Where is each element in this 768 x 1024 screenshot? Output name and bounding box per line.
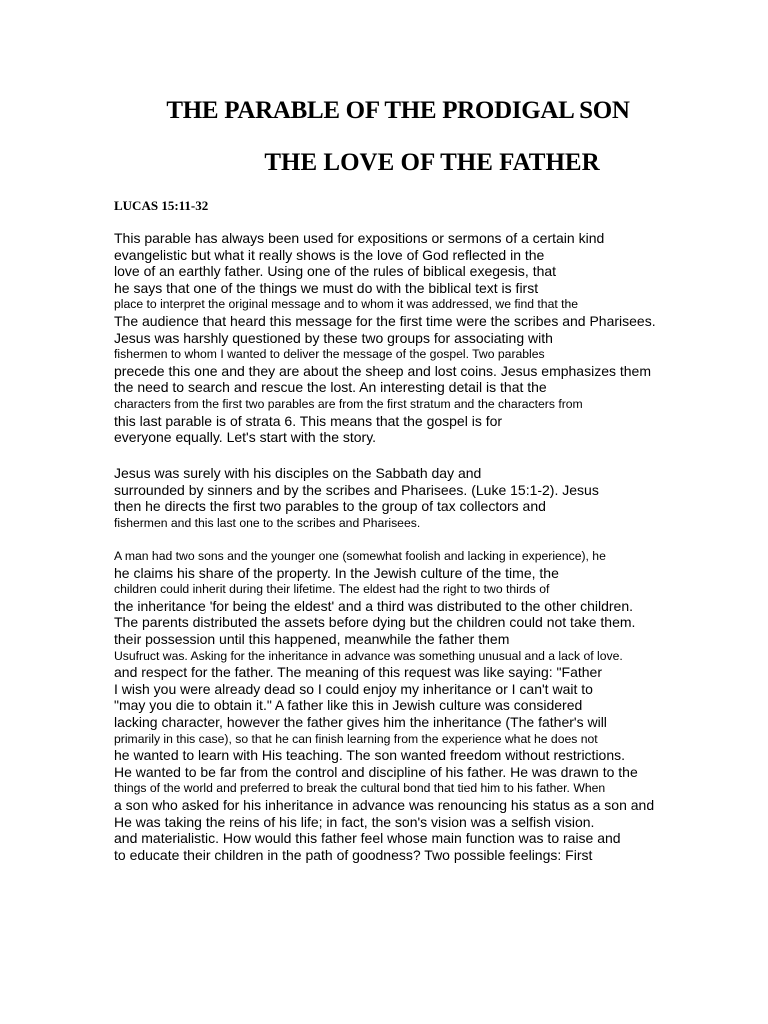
paragraph-introduction bbox=[114, 230, 714, 446]
text-line: Jesus was harshly questioned by these two groups for associating with bbox=[114, 329, 553, 346]
text-line: He was taking the reins of his life; in fact, the son's vision was a selfish vision. bbox=[114, 813, 595, 830]
text-line: and materialistic. How would this father feel whose main function was to raise and bbox=[114, 830, 621, 847]
text-line: "may you die to obtain it." A father like this in Jewish culture was considered bbox=[114, 697, 583, 714]
text-line: the need to search and rescue the lost. An interesting detail is that the bbox=[114, 379, 547, 396]
text-line: things of the world and preferred to break the cultural bond that tied him to his father. When bbox=[114, 781, 606, 796]
text-line: characters from the first two parables are from the first stratum and the characters from bbox=[114, 396, 583, 411]
text-line: A man had two sons and the younger one (somewhat foolish and lacking in experience), he bbox=[114, 549, 606, 563]
text-line: this last parable is of strata 6. This means that the gospel is for bbox=[114, 412, 503, 429]
text-line: evangelistic but what it really shows is the love of God reflected in the bbox=[114, 246, 545, 263]
text-line: surrounded by sinners and by the scribes and Pharisees. (Luke 15:1-2). Jesus bbox=[114, 481, 599, 498]
paragraph-context bbox=[114, 465, 714, 531]
text-line: Usufruct was. Asking for the inheritance in advance was something unusual and a lack of love. bbox=[114, 648, 623, 663]
text-line: The parents distributed the assets before dying but the children could not take them. bbox=[114, 614, 636, 631]
text-line: fishermen to whom I wanted to deliver the message of the gospel. Two parables bbox=[114, 347, 545, 362]
text-line: fishermen and this last one to the scribes and Pharisees. bbox=[114, 515, 421, 530]
text-line: he wanted to learn with His teaching. The son wanted freedom without restrictions. bbox=[114, 747, 626, 764]
scripture-reference: LUCAS 15:11-32 bbox=[114, 198, 209, 213]
text-line: he claims his share of the property. In the Jewish culture of the time, the bbox=[114, 564, 559, 581]
document-subtitle: THE LOVE OF THE FATHER bbox=[264, 149, 600, 176]
text-line: place to interpret the original message and to whom it was addressed, we find that the bbox=[114, 297, 579, 312]
text-line: their possession until this happened, meanwhile the father them bbox=[114, 630, 510, 647]
text-line: lacking character, however the father gives him the inheritance (The father's will bbox=[114, 713, 607, 730]
text-line: everyone equally. Let's start with the story. bbox=[114, 429, 377, 446]
text-line: then he directs the first two parables to the group of tax collectors and bbox=[114, 498, 546, 515]
text-line: precede this one and they are about the sheep and lost coins. Jesus emphasizes them bbox=[114, 362, 652, 379]
text-line: He wanted to be far from the control and discipline of his father. He was drawn to the bbox=[114, 763, 638, 780]
text-line: love of an earthly father. Using one of the rules of biblical exegesis, that bbox=[114, 263, 557, 280]
text-line: to educate their children in the path of goodness? Two possible feelings: First bbox=[114, 846, 593, 863]
text-line: children could inherit during their lifetime. The eldest had the right to two thirds of bbox=[114, 582, 550, 597]
text-line: he says that one of the things we must do with the biblical text is first bbox=[114, 279, 539, 296]
paragraph-story bbox=[114, 548, 714, 863]
text-line: This parable has always been used for expositions or sermons of a certain kind bbox=[114, 230, 605, 246]
text-line: The audience that heard this message for the first time were the scribes and Pharisees. bbox=[114, 312, 656, 329]
text-line: primarily in this case), so that he can finish learning from the experience what he does not bbox=[114, 731, 598, 746]
text-line: and respect for the father. The meaning of this request was like saying: "Father bbox=[114, 664, 602, 681]
text-line: I wish you were already dead so I could enjoy my inheritance or I can't wait to bbox=[114, 680, 593, 697]
document-title: THE PARABLE OF THE PRODIGAL SON bbox=[166, 97, 630, 124]
text-line: Jesus was surely with his disciples on the Sabbath day and bbox=[114, 465, 482, 481]
text-line: the inheritance 'for being the eldest' and a third was distributed to the other children. bbox=[114, 597, 633, 614]
text-line: a son who asked for his inheritance in advance was renouncing his status as a son and bbox=[114, 796, 655, 813]
